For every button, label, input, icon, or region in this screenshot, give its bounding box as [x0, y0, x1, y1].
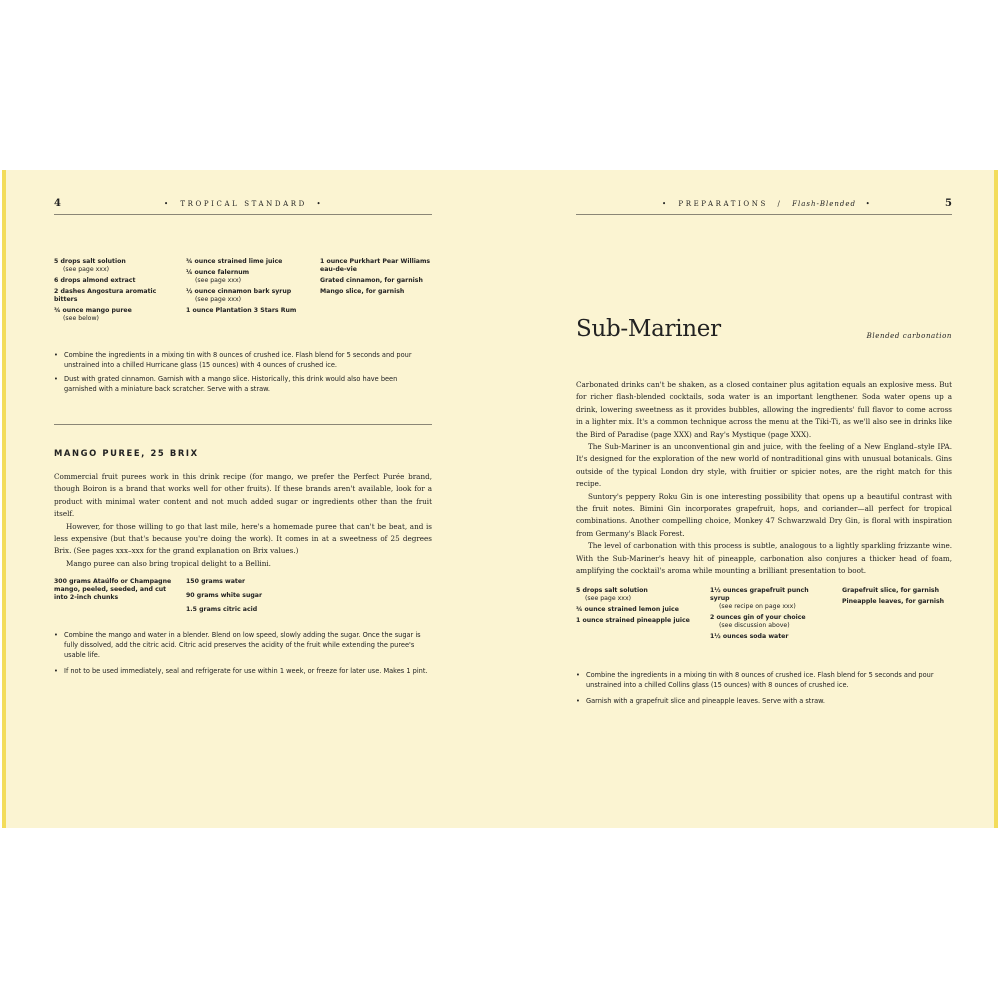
ingredient-item: [186, 578, 306, 586]
ingredient-main: 90 grams white sugar: [186, 592, 262, 599]
ingredient-item: [186, 307, 306, 315]
ingredient-item: [186, 606, 306, 614]
left-ingredients-col-2: [186, 258, 306, 318]
ingredient-main: 1.5 grams citric acid: [186, 606, 258, 613]
ingredient-main: 6 drops almond extract: [54, 277, 136, 284]
ingredient-main: ½ ounce cinnamon bark syrup: [186, 288, 292, 295]
right-page-number: 5: [945, 198, 952, 209]
ingredient-item: [54, 277, 172, 285]
right-recipe-steps: [576, 670, 952, 710]
sub-ingredients-col-2: [186, 578, 306, 617]
recipe-step: • Dust with grated cinnamon. Garnish with a mango slice. Historically, this drink would also have been garnished with a miniature back scratcher. Serve with a straw.: [54, 374, 432, 394]
ingredient-main: 2 dashes Angostura aromatic bitters: [54, 288, 157, 303]
ingredient-main: Pineapple leaves, for garnish: [842, 598, 945, 605]
body-paragraph: Mango puree can also bring tropical delight to a Bellini.: [66, 558, 271, 568]
left-page: [54, 170, 432, 828]
ingredient-main: 5 drops salt solution: [54, 258, 126, 265]
ingredient-main: 1 ounce strained pineapple juice: [576, 617, 690, 624]
left-ingredients-col-3: [320, 258, 432, 299]
ingredient-note: (see page xxx): [195, 277, 242, 284]
body-paragraph: However, for those willing to go that last mile, here's a homemade puree that can't be beat, and is less expensive (but that's because you're doing the work). It comes in at a sweetness of 25 degrees Brix. (See pages xxx–xxx for the grand explanation on Brix values.): [54, 521, 432, 556]
body-paragraph: Carbonated drinks can't be shaken, as a closed container plus agitation equals an explosive mess. But for richer flash-blended cocktails, soda water is an important lengthener. Soda water opens up a drink, lowering sweetness as it provides bubbles, allowing the ingredients' full flavor to come across in a lighter mix. It's a common technique across the menu at the Tiki-Ti, as we'll also see in drinks like the Bird of Paradise (page XXX) and Ray's Mystique (page XXX).: [576, 380, 952, 439]
sub-recipe-title: MANGO PUREE, 25 BRIX: [54, 448, 199, 458]
body-paragraph: The level of carbonation with this process is subtle, analogous to a lightly sparkling frizzante wine. With the Sub-Mariner's heavy hit of pineapple, carbonation also conjures a thicker head of foam, amplifying the cocktail's aroma while mounting a brilliant presentation to boot.: [576, 541, 952, 576]
ingredient-main: 1 ounce Plantation 3 Stars Rum: [186, 307, 297, 314]
ingredient-note: (see below): [63, 315, 99, 322]
right-running-title: • PREPARATIONS / Flash-Blended •: [662, 200, 873, 208]
ingredient-item: [576, 606, 696, 614]
ingredient-item: [842, 587, 954, 595]
ingredient-item: [186, 592, 306, 600]
right-ingredients-col-1: [576, 587, 696, 628]
left-ingredients-col-1: [54, 258, 172, 326]
recipe-step: • Combine the ingredients in a mixing tin with 8 ounces of crushed ice. Flash blend for 5 seconds and pour unstrained into a chilled Collins glass (15 ounces) with 8 ounces of crushed ice.: [576, 670, 952, 690]
recipe-step: • If not to be used immediately, seal and refrigerate for use within 1 week, or freeze for later use. Makes 1 pint.: [54, 666, 432, 676]
left-running-title-text: TROPICAL STANDARD: [180, 200, 307, 208]
recipe-step: • Combine the ingredients in a mixing tin with 8 ounces of crushed ice. Flash blend for 5 seconds and pour unstrained into a chilled Hurricane glass (15 ounces) with 4 ounces of crushed ice.: [54, 350, 432, 370]
ingredient-main: Grated cinnamon, for garnish: [320, 277, 423, 284]
ingredient-main: 300 grams Ataúlfo or Champagne mango, peeled, seeded, and cut into 2-inch chunks: [54, 578, 172, 601]
right-ingredients-col-2: [710, 587, 830, 644]
ingredient-item: [710, 587, 830, 611]
running-head-separator: /: [777, 200, 783, 208]
sub-recipe-body: [54, 471, 432, 570]
ingredient-main: 150 grams water: [186, 578, 246, 585]
ingredient-item: [576, 587, 696, 603]
ingredient-item: [186, 258, 306, 266]
section-divider: [54, 424, 432, 425]
ingredient-item: [710, 614, 830, 630]
left-page-number: 4: [54, 198, 61, 209]
right-running-head: [576, 198, 952, 215]
ingredient-main: 5 drops salt solution: [576, 587, 648, 594]
ingredient-item: [576, 617, 696, 625]
ingredient-main: Mango slice, for garnish: [320, 288, 405, 295]
book-spread: [2, 170, 998, 828]
recipe-step: • Combine the mango and water in a blender. Blend on low speed, slowly adding the sugar. Once the sugar is fully dissolved, add the citric acid. Citric acid preserves the acidity of the fruit while extending the puree's usable life.: [54, 630, 432, 660]
ingredient-item: [54, 258, 172, 274]
sub-recipe-steps: [54, 630, 432, 680]
recipe-step: • Garnish with a grapefruit slice and pineapple leaves. Serve with a straw.: [576, 696, 952, 706]
ingredient-item: [54, 307, 172, 323]
sub-ingredients-col-1: [54, 578, 172, 605]
left-running-title: • TROPICAL STANDARD •: [164, 200, 324, 208]
ingredient-item: [54, 288, 172, 304]
ingredient-note: (see recipe on page xxx): [719, 603, 796, 610]
body-paragraph: The Sub-Mariner is an unconventional gin and juice, with the feeling of a New England–style IPA. It's designed for the exploration of the new world of nontraditional gins with unusual botanicals. Gins outside of the typical London dry style, with fruitier or spicier notes, are the right match for this recipe.: [576, 442, 952, 489]
right-running-title-text: PREPARATIONS: [678, 200, 768, 208]
ingredient-note: (see discussion above): [719, 622, 790, 629]
recipe-body: [576, 379, 952, 578]
left-running-head: [54, 198, 432, 215]
ingredient-main: 1½ ounces soda water: [710, 633, 789, 640]
ingredient-item: [54, 578, 172, 602]
right-page: [576, 170, 952, 828]
ingredient-main: Grapefruit slice, for garnish: [842, 587, 940, 594]
ingredient-item: [320, 258, 432, 274]
ingredient-note: (see page xxx): [195, 296, 242, 303]
right-ingredients-col-3: [842, 587, 954, 609]
ingredient-main: ¾ ounce mango puree: [54, 307, 132, 314]
body-paragraph: Suntory's peppery Roku Gin is one interesting possibility that opens up a beautiful contrast with the fruit notes. Bimini Gin incorporates grapefruit, hops, and coriander—all perfect for tropical combinations. Another compelling choice, Monkey 47 Schwarzwald Dry Gin, is floral with inspiration from Germany's Black Forest.: [576, 491, 952, 538]
ingredient-item: [710, 633, 830, 641]
ingredient-main: 1 ounce Purkhart Pear Williams eau-de-vie: [320, 258, 431, 273]
recipe-title: Sub-Mariner: [576, 316, 721, 342]
ingredient-note: (see page xxx): [585, 595, 632, 602]
ingredient-main: 1½ ounces grapefruit punch syrup: [710, 587, 809, 602]
ingredient-main: 2 ounces gin of your choice: [710, 614, 806, 621]
ingredient-main: ¾ ounce strained lemon juice: [576, 606, 679, 613]
ingredient-item: [186, 288, 306, 304]
body-paragraph: Commercial fruit purees work in this drink recipe (for mango, we prefer the Perfect Purée brand, though Boiron is a brand that works well for other fruits). If these brands aren't available, look for a product with minimal water content and not much added sugar or ingredients other than the fruit itself.: [54, 472, 432, 519]
ingredient-item: [186, 269, 306, 285]
ingredient-item: [320, 277, 432, 285]
recipe-subtitle: Blended carbonation: [866, 332, 952, 340]
running-head-italic: Flash-Blended: [792, 200, 856, 208]
ingredient-item: [842, 598, 954, 606]
ingredient-item: [320, 288, 432, 296]
ingredient-main: ¾ ounce strained lime juice: [186, 258, 283, 265]
ingredient-main: ¼ ounce falernum: [186, 269, 250, 276]
ingredient-note: (see page xxx): [63, 266, 110, 273]
left-recipe-steps: [54, 350, 432, 398]
